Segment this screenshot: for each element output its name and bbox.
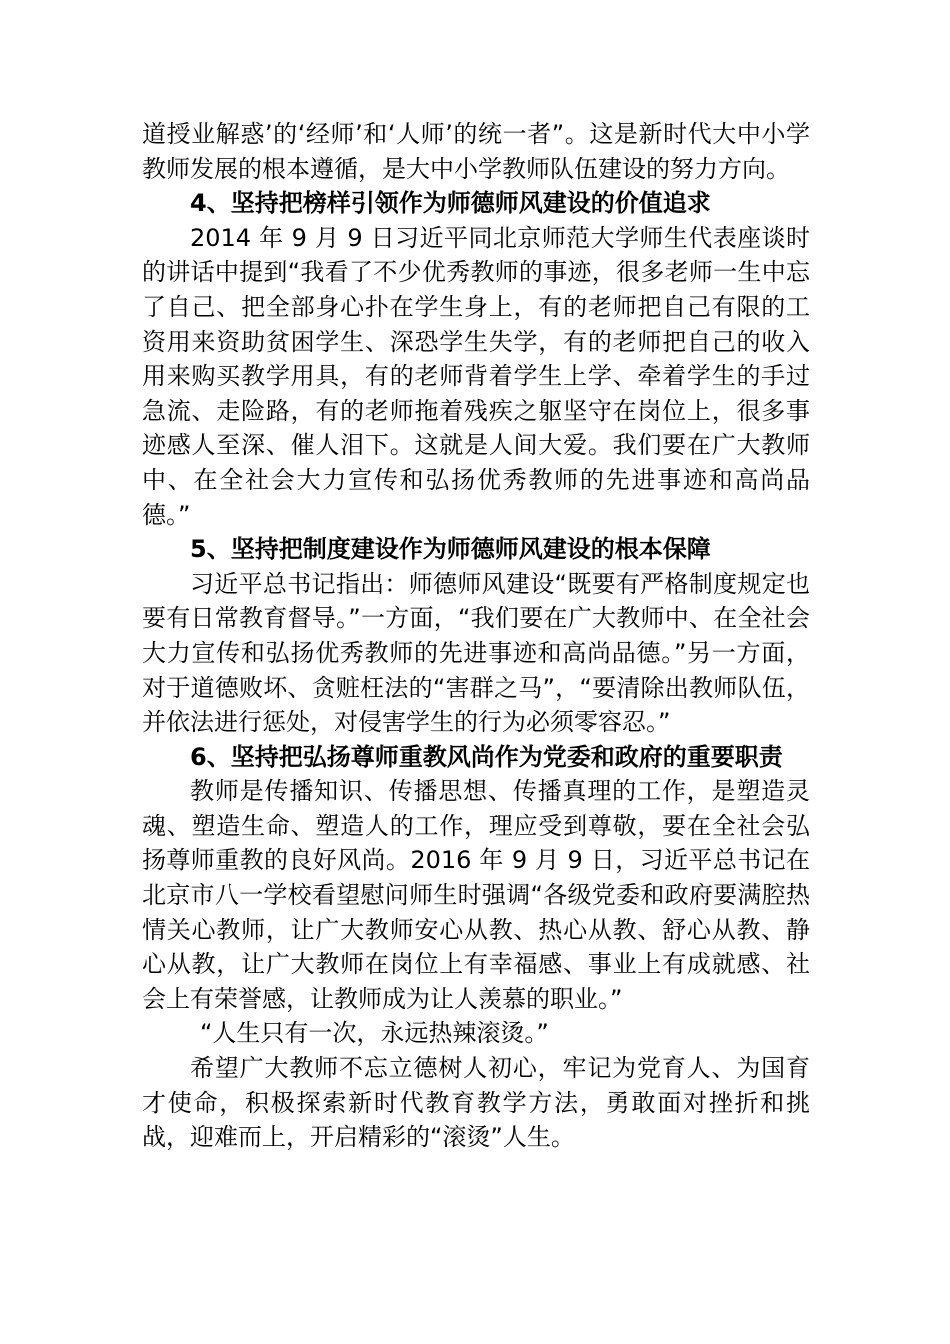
section-heading-6: 6、坚持把弘扬尊师重教风尚作为党委和政府的重要职责 [190, 742, 783, 771]
quote-line: “人生只有一次，永远热辣滚烫。” [200, 1019, 549, 1048]
section-heading-4: 4、坚持把榜样引领作为师德师风建设的价值追求 [190, 189, 711, 218]
paragraph-section-6: 教师是传播知识、传播思想、传播真理的工作，是塑造灵魂、塑造生命、塑造人的工作，理应受到尊敬，要在全社会弘扬尊师重教的良好风尚。2016 年 9 月 9 日，习近平总书记在北京市八一学校看望慰问师生时强调“各级党委和政府要满腔热情关心教师，让广大教师安心从教、热心从教、舒心从教、静心从教，让广大教师在岗位上有幸福感、事业上有成就感、社会上有荣誉感，让教师成为让人羡慕的职业。” [142, 777, 810, 1013]
paragraph-continuation: 道授业解惑’的‘经师’和‘人师’的统一者”。这是新时代大中小学教师发展的根本遵循，是大中小学教师队伍建设的努力方向。 [142, 120, 810, 183]
document-body [142, 117, 810, 1155]
paragraph-section-4: 2014 年 9 月 9 日习近平同北京师范大学师生代表座谈时的讲话中提到“我看了不少优秀教师的事迹，很多老师一生中忘了自己、把全部身心扑在学生身上，有的老师把自己有限的工资用来资助贫困学生、深恐学生失学，有的老师把自己的收入用来购买教学用具，有的老师背着学生上学、牵着学生的手过急流、走险路，有的老师拖着残疾之躯坚守在岗位上，很多事迹感人至深、催人泪下。这就是人间大爱。我们要在广大教师中、在全社会大力宣传和弘扬优秀教师的先进事迹和高尚品德。” [142, 223, 810, 529]
paragraph-section-5: 习近平总书记指出：师德师风建设“既要有严格制度规定也要有日常教育督导。”一方面，“我们要在广大教师中、在全社会大力宣传和弘扬优秀教师的先进事迹和高尚品德。”另一方面，对于道德败坏、贪赃枉法的“害群之马”，“要清除出教师队伍，并依法进行惩处，对侵害学生的行为必须零容忍。” [142, 569, 810, 737]
paragraph-closing: 希望广大教师不忘立德树人初心，牢记为党育人、为国育才使命，积极探索新时代教育教学方法，勇敢面对挫折和挑战，迎难而上，开启精彩的“滚烫”人生。 [142, 1054, 810, 1152]
section-heading-5: 5、坚持把制度建设作为师德师风建设的根本保障 [190, 535, 711, 564]
